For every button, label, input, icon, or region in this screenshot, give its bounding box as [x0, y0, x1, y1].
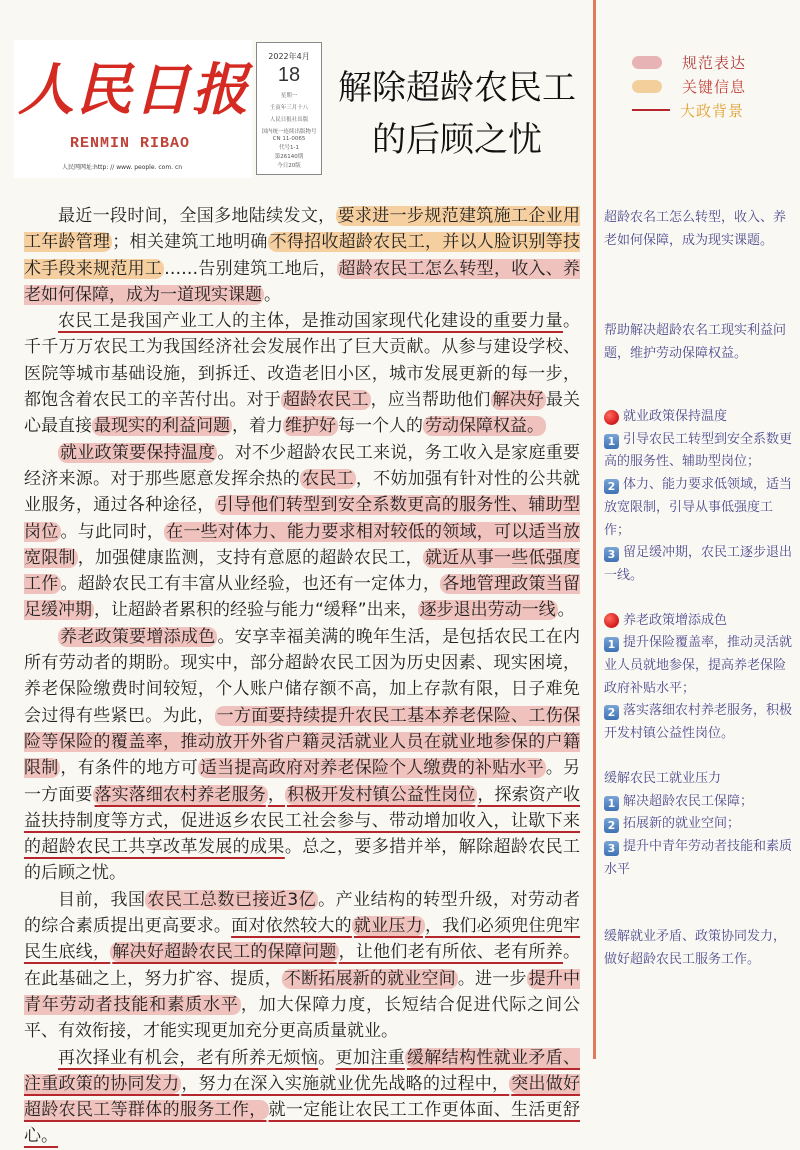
paragraph-4 [24, 624, 580, 887]
note-item-text: 解决超龄农民工保障； [623, 793, 754, 809]
note-pension-policy [604, 610, 794, 746]
note-title-text: 就业政策保持温度 [623, 409, 728, 424]
note-item-text: 留足缓冲期，农民工逐步退出一线。 [604, 545, 793, 583]
text: 。 [264, 284, 281, 305]
note-item-text: 提升中青年劳动者技能和素质水平 [604, 838, 793, 877]
note-employment-policy [604, 406, 794, 588]
number-2-icon: 2 [604, 818, 619, 833]
number-1-icon: 1 [604, 796, 619, 811]
highlight-standard-expression: 解决好 [492, 390, 544, 411]
note-item-text: 提升保险覆盖率，推动灵活就业人员就地参保，提高养老保险政府补贴水平； [604, 635, 793, 696]
text: 。产业结构的转型升级，对劳动者的综合素质提出更高要求。 [24, 889, 580, 937]
date-reg-label: 国内统一连续出版物号 [261, 129, 317, 135]
highlight-standard-expression: 超龄农民工 [282, 390, 369, 411]
note-item-text: 引导农民工转型到安全系数更高的服务性、辅助型岗位； [604, 431, 793, 470]
highlight-standard-expression: 就业压力 [353, 916, 423, 937]
masthead-url: 人民网网址:http: // www. people. com. cn [62, 164, 183, 171]
highlight-standard-expression: 各地管理政策当留足缓冲期 [24, 574, 581, 621]
underline-policy-background: 就一定能让农民工工作更体面、生活更舒心。 [24, 1100, 580, 1147]
text: 。与此同时， [60, 521, 165, 542]
number-3-icon: 3 [604, 841, 619, 856]
highlight-standard-expression: 农民工总数已接近3亿 [147, 889, 317, 910]
text: 。在此基础之上，努力扩容、提质， [24, 942, 581, 989]
note-title: 缓解农民工就业压力 [604, 770, 722, 786]
paragraph-5 [24, 887, 580, 1045]
text: 最关心最直接 [24, 390, 581, 437]
highlight-standard-expression: 在一些对体力、能力要求相对较低的领域，可以适当放宽限制 [24, 521, 581, 568]
text: 。千千万万农民工为我国经济社会发展作出了巨大贡献。从参与建设学校、医院等城市基础设施，到拆迁、改造老旧小区，城市发展更新的每一步，都饱含着农民工的辛苦付出。对于 [24, 311, 580, 411]
text: ，加大保障力度，长短结合促进代际之间公平、有效衔接，才能实现更加充分更高质量就业。 [24, 994, 581, 1042]
highlight-standard-expression: 就业政策要保持温度 [60, 442, 216, 463]
date-day: 18 [277, 64, 301, 86]
text: ，着力 [232, 416, 283, 437]
highlight-standard-expression: 引导他们转型到安全系数更高的服务性、辅助型岗位 [24, 495, 581, 542]
article-headline [322, 62, 592, 166]
underline-policy-background: ，让他们老有所依、老有所养 [338, 942, 564, 963]
note-item [604, 632, 794, 700]
underline-policy-background: ，探索资产收益扶持制度等方式，促进返乡农民工社会参与、带动增加收入，让歇下来的超龄农民工共享改革发展的成果 [24, 784, 581, 858]
text: ，不妨加强有针对性的公共就业服务，通过各种途径， [24, 468, 581, 516]
text: 。安享幸福美满的晚年生活，是包括农民工在内所有劳动者的期盼。现实中，部分超龄农民工因为历史因素、现实困境，养老保险缴费时间较短，个人账户储存额不高，加上存款有限，日子难免会过得有些紧巴。为此， [24, 626, 581, 726]
highlight-key-info: 不得招收超龄农民工，并以人脸识别等技术手段来规范用工 [24, 232, 581, 279]
number-2-icon: 2 [604, 705, 619, 720]
date-pages: 今日20版 [277, 163, 301, 169]
highlight-key-info: 要求进一步规范建筑施工企业用工年龄管理 [24, 206, 581, 253]
date-cn: CN 11-0065 [272, 136, 306, 142]
note-item-text: 落实落细农村养老服务，积极开发村镇公益性岗位。 [604, 703, 793, 742]
masthead-romanization: RENMIN RIBAO [70, 135, 191, 152]
underline-policy-background: 再次择业有机会，老有所养无烦恼 [58, 1047, 319, 1068]
note-6: 缓解就业矛盾、政策协同发力，做好超龄农民工服务工作。 [604, 929, 787, 968]
column-divider [593, 0, 596, 1059]
headline-line-1: 解除超龄农民工 [338, 68, 576, 108]
text: 。超龄农民工有丰富从业经验，也还有一定体力， [60, 574, 441, 595]
text: ；相关建筑工地明确 [112, 232, 268, 253]
note-title [604, 610, 794, 633]
number-2-icon: 2 [604, 479, 619, 494]
side-notes [604, 207, 794, 972]
text: 。对不少超龄农民工来说，务工收入是家庭重要经济来源。对于那些愿意发挥余热的 [24, 442, 581, 489]
text: 目前，我国 [58, 889, 146, 910]
text: ，加强健康监测，支持有意愿的超龄农民工， [77, 547, 423, 568]
date-issue: 第26140期 [274, 154, 304, 160]
highlight-standard-expression: 解决好超龄农民工的保障问题 [112, 942, 337, 963]
paragraph-2 [24, 308, 580, 439]
underline-policy-background: ，努力在深入实施就业优先战略的过程中， [181, 1073, 510, 1094]
note-item [604, 791, 794, 814]
note-item [604, 542, 794, 587]
text: 。进一步 [457, 968, 527, 989]
text: 。另一方面要 [24, 758, 581, 805]
paragraph-1 [24, 203, 580, 308]
highlight-standard-expression: 最现实的利益问题 [94, 416, 230, 437]
text: 。 [318, 1047, 336, 1068]
article-body [24, 203, 580, 1150]
highlight-standard-expression: 养老政策要增添成色 [60, 626, 216, 647]
text: 。 [557, 600, 575, 621]
legend-label: 规范表达 [682, 53, 747, 72]
legend-label: 关键信息 [682, 77, 747, 96]
newspaper-masthead [14, 40, 252, 178]
note-item-text: 拓展新的就业空间； [623, 816, 741, 832]
underline-swatch-icon [632, 109, 670, 111]
highlight-standard-expression: 突出做好超龄农民工等群体的服务工作， [24, 1073, 581, 1121]
number-1-icon: 1 [604, 637, 619, 652]
highlight-standard-expression: 农民工 [302, 468, 354, 489]
note-2: 帮助解决超龄农名工现实利益问题，维护劳动保障权益。 [604, 323, 787, 361]
note-item [604, 836, 794, 881]
pink-swatch-icon [632, 56, 662, 69]
paragraph-6 [24, 1045, 580, 1150]
note-1: 超龄农名工怎么转型，收入、养老如何保障，成为现实课题。 [604, 210, 787, 248]
text: 。总之，要多措并举，解除超龄农民工的后顾之忧。 [24, 837, 581, 884]
masthead-title: 人民日报 [18, 57, 250, 123]
highlight-legend [632, 50, 746, 122]
note-item [604, 429, 794, 474]
text: ，应当帮助他们 [370, 390, 491, 411]
legend-item-policy-background [632, 98, 746, 122]
underline-policy-background: 农民工是我国产业工人的主体，是推动国家现代化建设的重要力量 [58, 311, 563, 332]
number-1-icon: 1 [604, 434, 619, 449]
date-code: 代号1-1 [279, 145, 299, 151]
highlight-standard-expression: 超龄农民工怎么转型，收入、养老如何保障，成为一道现实课题 [24, 258, 581, 305]
highlight-standard-expression: 积极开发村镇公益性岗位 [286, 784, 476, 805]
underline-policy-background: 面对依然较大的 [231, 916, 352, 937]
legend-item-standard-expression [632, 50, 746, 74]
highlight-standard-expression: 维护好 [285, 416, 336, 437]
text: ……告别建筑工地后， [164, 258, 337, 279]
red-dot-icon [604, 613, 619, 628]
legend-item-key-info [632, 74, 746, 98]
note-item [604, 700, 794, 745]
number-3-icon: 3 [604, 547, 619, 562]
note-employment-pressure [604, 768, 794, 882]
text: ，有条件的地方可 [60, 758, 198, 779]
highlight-standard-expression: 提升中青年劳动者技能和素质水平 [24, 968, 581, 1015]
text: ， [267, 784, 285, 805]
note-title [604, 406, 794, 429]
legend-label: 大政背景 [680, 101, 745, 120]
highlight-standard-expression: 逐步退出劳动一线 [419, 600, 556, 621]
red-dot-icon [604, 410, 619, 425]
highlight-standard-expression: 落实落细农村养老服务 [94, 784, 266, 805]
text: 最近一段时间，全国多地陆续发文， [58, 206, 336, 226]
headline-line-2: 的后顾之忧 [372, 120, 542, 160]
note-item [604, 474, 794, 542]
highlight-standard-expression: 一方面要持续提升农民工基本养老保险、工伤保险等保险的覆盖率，推动放开外省户籍灵活就业人员在就业地参保的户籍限制 [24, 705, 581, 779]
date-weekday: 星期一 [280, 93, 298, 99]
underline-policy-background: ，我们必须兜住兜牢民生底线， [24, 916, 581, 963]
date-lunar: 壬寅年三月十八 [269, 105, 309, 111]
highlight-standard-expression: 就近从事一些低强度工作 [24, 547, 581, 595]
orange-swatch-icon [632, 80, 662, 93]
underline-policy-background: 更加注重 [335, 1047, 405, 1068]
highlight-standard-expression: 不断拓展新的就业空间 [283, 968, 456, 989]
note-item [604, 813, 794, 836]
paragraph-3 [24, 440, 580, 624]
text: ，让超龄者累积的经验与能力“缓释”出来， [94, 600, 418, 621]
note-title-text: 养老政策增添成色 [623, 612, 728, 628]
date-box [256, 42, 322, 175]
highlight-standard-expression: 适当提高政府对养老保险个人缴费的补贴水平 [199, 758, 544, 779]
highlight-standard-expression: 缓解结构性就业矛盾、注重政策的协同发力 [24, 1047, 581, 1094]
text: 每一个人的 [338, 416, 423, 437]
note-item-text: 体力、能力要求低领域，适当放宽限制，引导从事低强度工作； [604, 477, 793, 538]
date-publisher: 人民日报社出版 [269, 117, 309, 123]
date-year-month: 2022年4月 [268, 52, 310, 61]
highlight-standard-expression: 劳动保障权益。 [425, 416, 544, 437]
